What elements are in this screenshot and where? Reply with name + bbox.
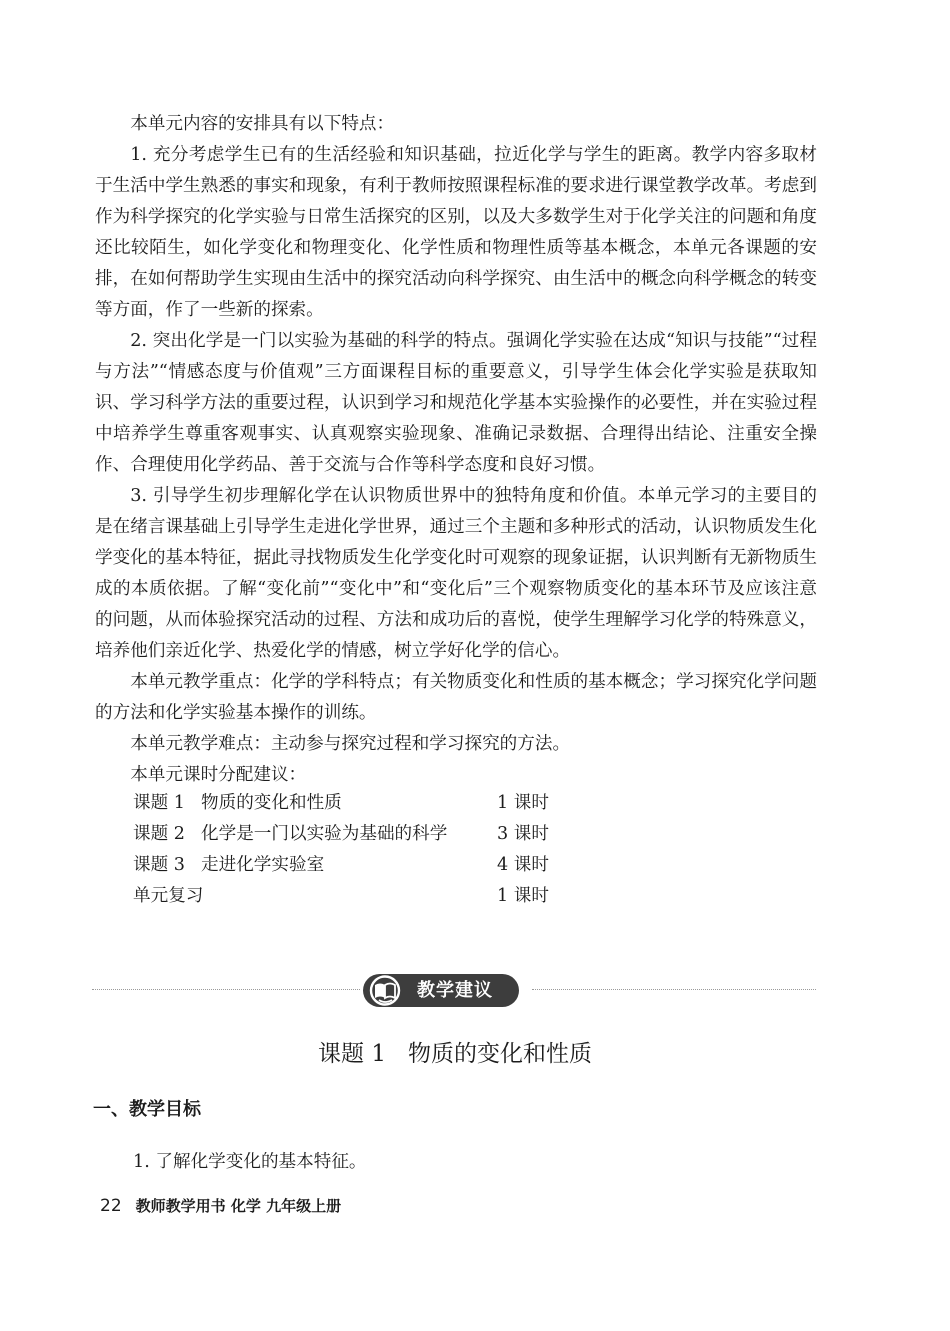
dotted-divider-right [532,989,816,990]
schedule-lesson: 课题 1 [133,793,185,813]
section-heading: 一、教学目标 [93,1099,201,1120]
dotted-divider-left [92,989,360,990]
paragraph-schedule-intro: 本单元课时分配建议： [130,765,307,785]
book-icon [365,974,405,1007]
schedule-row [133,819,633,850]
paragraph-feature-1: 1. 充分考虑学生已有的生活经验和知识基础，拉近化学与学生的距离。教学内容多取材于生活中学生熟悉的事实和现象，有利于教师按照课程标准的要求进行课堂教学改革。考虑到作为科学探究的化学实验与日常生活探究的区别，以及大多数学生对于化学关注的问题和角度还比较陌生，如化学变化和物理变化、化学性质和物理性质等基本概念，本单元各课题的安排，在如何帮助学生实现由生活中的探究活动向科学探究、由生活中的概念向科学概念的转变等方面，作了一些新的探索。 [95,145,817,320]
paragraph-intro: 本单元内容的安排具有以下特点： [130,114,395,134]
schedule-lesson: 课题 2 [133,824,185,844]
schedule-title: 物质的变化和性质 [201,793,342,813]
objective-item: 1. 了解化学变化的基本特征。 [133,1152,367,1172]
schedule-row [133,788,633,819]
lesson-number: 课题 1 [318,1041,386,1067]
paragraph-difficulties: 本单元教学难点：主动参与探究过程和学习探究的方法。 [130,734,571,754]
section-badge [363,974,519,1007]
schedule-title: 化学是一门以实验为基础的科学 [201,824,448,844]
paragraph-feature-2: 2. 突出化学是一门以实验为基础的科学的特点。强调化学实验在达成“知识与技能”“过程与方法”“情感态度与价值观”三方面课程目标的重要意义，引导学生体会化学实验是获取知识、学习科学方法的重要过程，认识到学习和规范化学基本实验操作的必要性，并在实验过程中培养学生尊重客观事实、认真观察实验现象、准确记录数据、合理得出结论、注重安全操作、合理使用化学药品、善于交流与合作等科学态度和良好习惯。 [95,331,817,475]
paragraph-feature-3: 3. 引导学生初步理解化学在认识物质世界中的独特角度和价值。本单元学习的主要目的是在绪言课基础上引导学生走进化学世界，通过三个主题和多种形式的活动，认识物质发生化学变化的基本特征，据此寻找物质发生化学变化时可观察的现象证据，认识判断有无新物质生成的本质依据。了解“变化前”“变化中”和“变化后”三个观察物质变化的基本环节及应该注意的问题，从而体验探究活动的过程、方法和成功后的喜悦，使学生理解学习化学的特殊意义，培养他们亲近化学、热爱化学的情感，树立学好化学的信心。 [95,486,817,661]
badge-label: 教学建议 [417,980,493,1001]
lesson-title [0,1037,910,1071]
schedule-lesson: 课题 3 [133,855,185,875]
schedule-hours: 1 课时 [497,886,549,906]
schedule-hours: 3 课时 [497,824,549,844]
body-text [95,109,817,791]
schedule-title: 走进化学实验室 [201,855,325,875]
schedule-row [133,881,633,912]
schedule-hours: 4 课时 [497,855,549,875]
paragraph-key-points: 本单元教学重点：化学的学科特点；有关物质变化和性质的基本概念；学习探究化学问题的方法和化学实验基本操作的训练。 [95,672,817,723]
page-number: 22 [100,1196,122,1216]
schedule-hours: 1 课时 [497,793,549,813]
lesson-name: 物质的变化和性质 [407,1041,592,1067]
book-title: 教师教学用书 化学 九年级上册 [135,1197,342,1215]
schedule-table [133,788,633,912]
page-footer [100,1193,341,1219]
schedule-lesson: 单元复习 [133,886,204,906]
schedule-row [133,850,633,881]
